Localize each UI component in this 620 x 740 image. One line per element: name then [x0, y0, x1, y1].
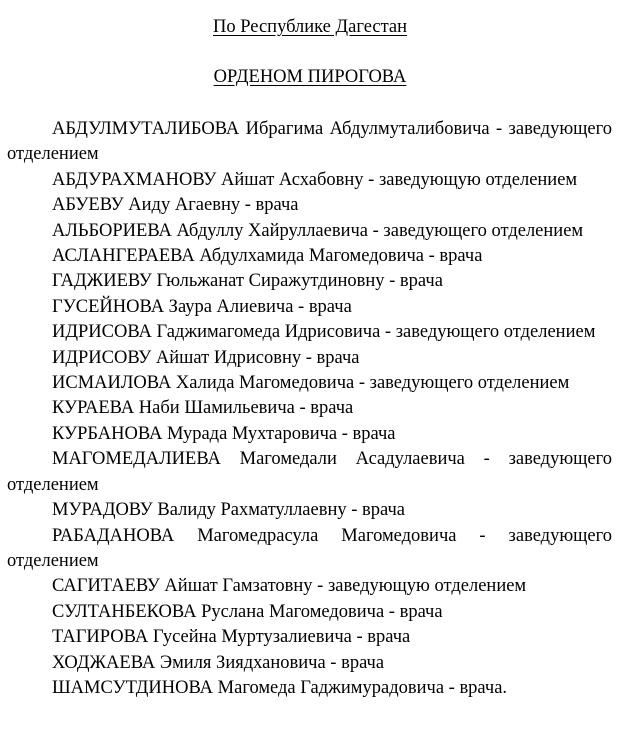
- list-item: МУРАДОВУ Валиду Рахматуллаевну - врача: [52, 500, 405, 521]
- list-item: ШАМСУТДИНОВА Магомеда Гаджимурадовича - врача.: [52, 677, 508, 698]
- awardee-list: [7, 117, 612, 701]
- list-item: ИСМАИЛОВА Халида Магомедовича - заведующего отделением: [52, 373, 570, 394]
- list-item: РАБАДАНОВА Магомедрасула Магомедовича - заведующего отделением: [7, 525, 612, 571]
- list-item: АЛЬБОРИЕВА Абдуллу Хайруллаевича - заведующего отделением: [52, 220, 584, 241]
- list-item: ХОДЖАЕВА Эмиля Зиядхановича - врача: [52, 652, 385, 673]
- list-item: СУЛТАНБЕКОВА Руслана Магомедовича - врача: [52, 601, 443, 622]
- list-item: ТАГИРОВА Гусейна Муртузалиевича - врача: [52, 627, 411, 648]
- award-heading: ОРДЕНОМ ПИРОГОВА: [213, 67, 407, 87]
- list-item: МАГОМЕДАЛИЕВА Магомедали Асадулаевича - заведующего отделением: [7, 449, 612, 495]
- list-item: КУРАЕВА Наби Шамильевича - врача: [52, 398, 354, 419]
- list-item: САГИТАЕВУ Айшат Гамзатовну - заведующую отделением: [52, 576, 527, 597]
- list-item: ГАДЖИЕВУ Гюльжанат Сиражутдиновну - врача: [52, 271, 443, 292]
- list-item: АБДУРАХМАНОВУ Айшат Асхабовну - заведующую отделением: [52, 169, 578, 190]
- list-item: ИДРИСОВА Гаджимагомеда Идрисовича - заведующего отделением: [52, 322, 596, 343]
- list-item: ГУСЕЙНОВА Заура Алиевича - врача: [52, 296, 352, 317]
- list-item: АБУЕВУ Аиду Агаевну - врача: [52, 195, 299, 216]
- list-item: АБДУЛМУТАЛИБОВА Ибрагима Абдулмуталибовича - заведующего отделением: [7, 119, 612, 165]
- region-heading: По Республике Дагестан: [213, 17, 407, 37]
- list-item: ИДРИСОВУ Айшат Идрисовну - врача: [52, 347, 360, 368]
- list-item: КУРБАНОВА Мурада Мухтаровича - врача: [52, 423, 396, 444]
- list-item: АСЛАНГЕРАЕВА Абдулхамида Магомедовича - врача: [52, 246, 483, 267]
